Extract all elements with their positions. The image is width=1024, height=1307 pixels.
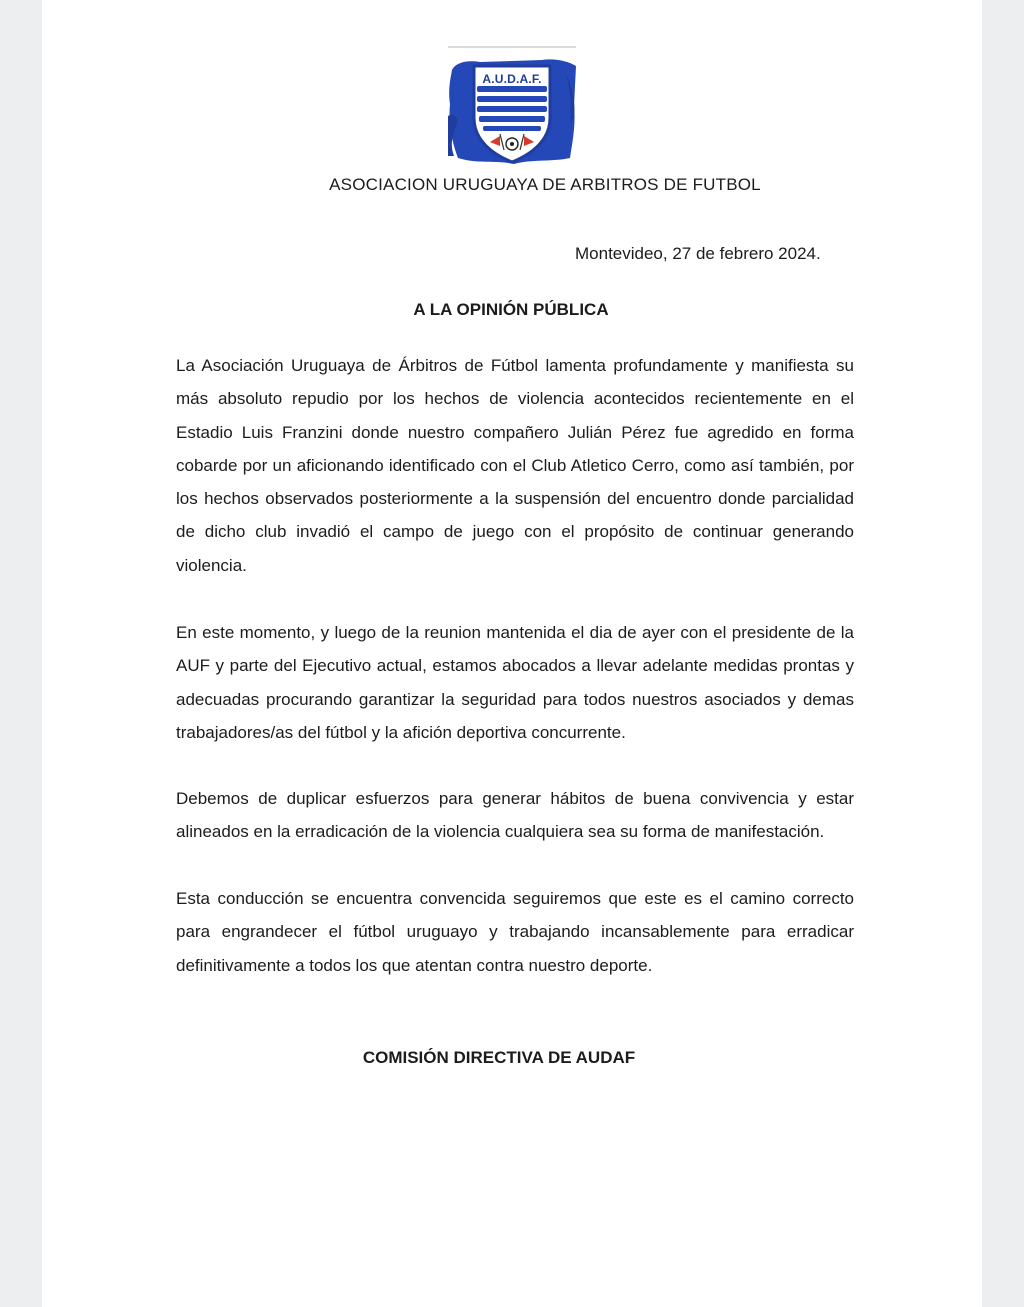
letter-date: Montevideo, 27 de febrero 2024. <box>575 244 821 263</box>
logo-text: A.U.D.A.F. <box>482 72 542 86</box>
paragraph-2: En este momento, y luego de la reunion mantenida el dia de ayer con el presidente de la AUF y parte del Ejecutivo actual, estamos abocados a llevar adelante medidas prontas y adecuadas procurando garantizar la seguridad para todos nuestros asociados y demas trabajadores/as del fútbol y la afición deportiva concurrente. <box>176 623 854 742</box>
signature-line: COMISIÓN DIRECTIVA DE AUDAF <box>362 1048 636 1067</box>
organization-title: ASOCIACION URUGUAYA DE ARBITROS DE FUTBOL <box>329 175 761 194</box>
letter-heading: A LA OPINIÓN PÚBLICA <box>413 300 609 319</box>
paragraph-1: La Asociación Uruguaya de Árbitros de Fútbol lamenta profundamente y manifiesta su más absoluto repudio por los hechos de violencia acontecidos recientemente en el Estadio Luis Franzini donde nuestro compañero Julián Pérez fue agredido en forma cobarde por un aficionando identificado con el Club Atletico Cerro, como así también, por los hechos observados posteriormente a la suspensión del encuentro donde parcialidad de dicho club invadió el campo de juego con el propósito de continuar generando violencia. <box>176 356 854 575</box>
audaf-shield-logo-icon <box>446 46 578 166</box>
paragraph-3: Debemos de duplicar esfuerzos para generar hábitos de buena convivencia y estar alineados en la erradicación de la violencia cualquiera sea su forma de manifestación. <box>176 789 854 842</box>
paragraph-4: Esta conducción se encuentra convencida seguiremos que este es el camino correcto para engrandecer el fútbol uruguayo y trabajando incansablemente para erradicar definitivamente a todos los que atentan contra nuestro deporte. <box>176 889 854 975</box>
